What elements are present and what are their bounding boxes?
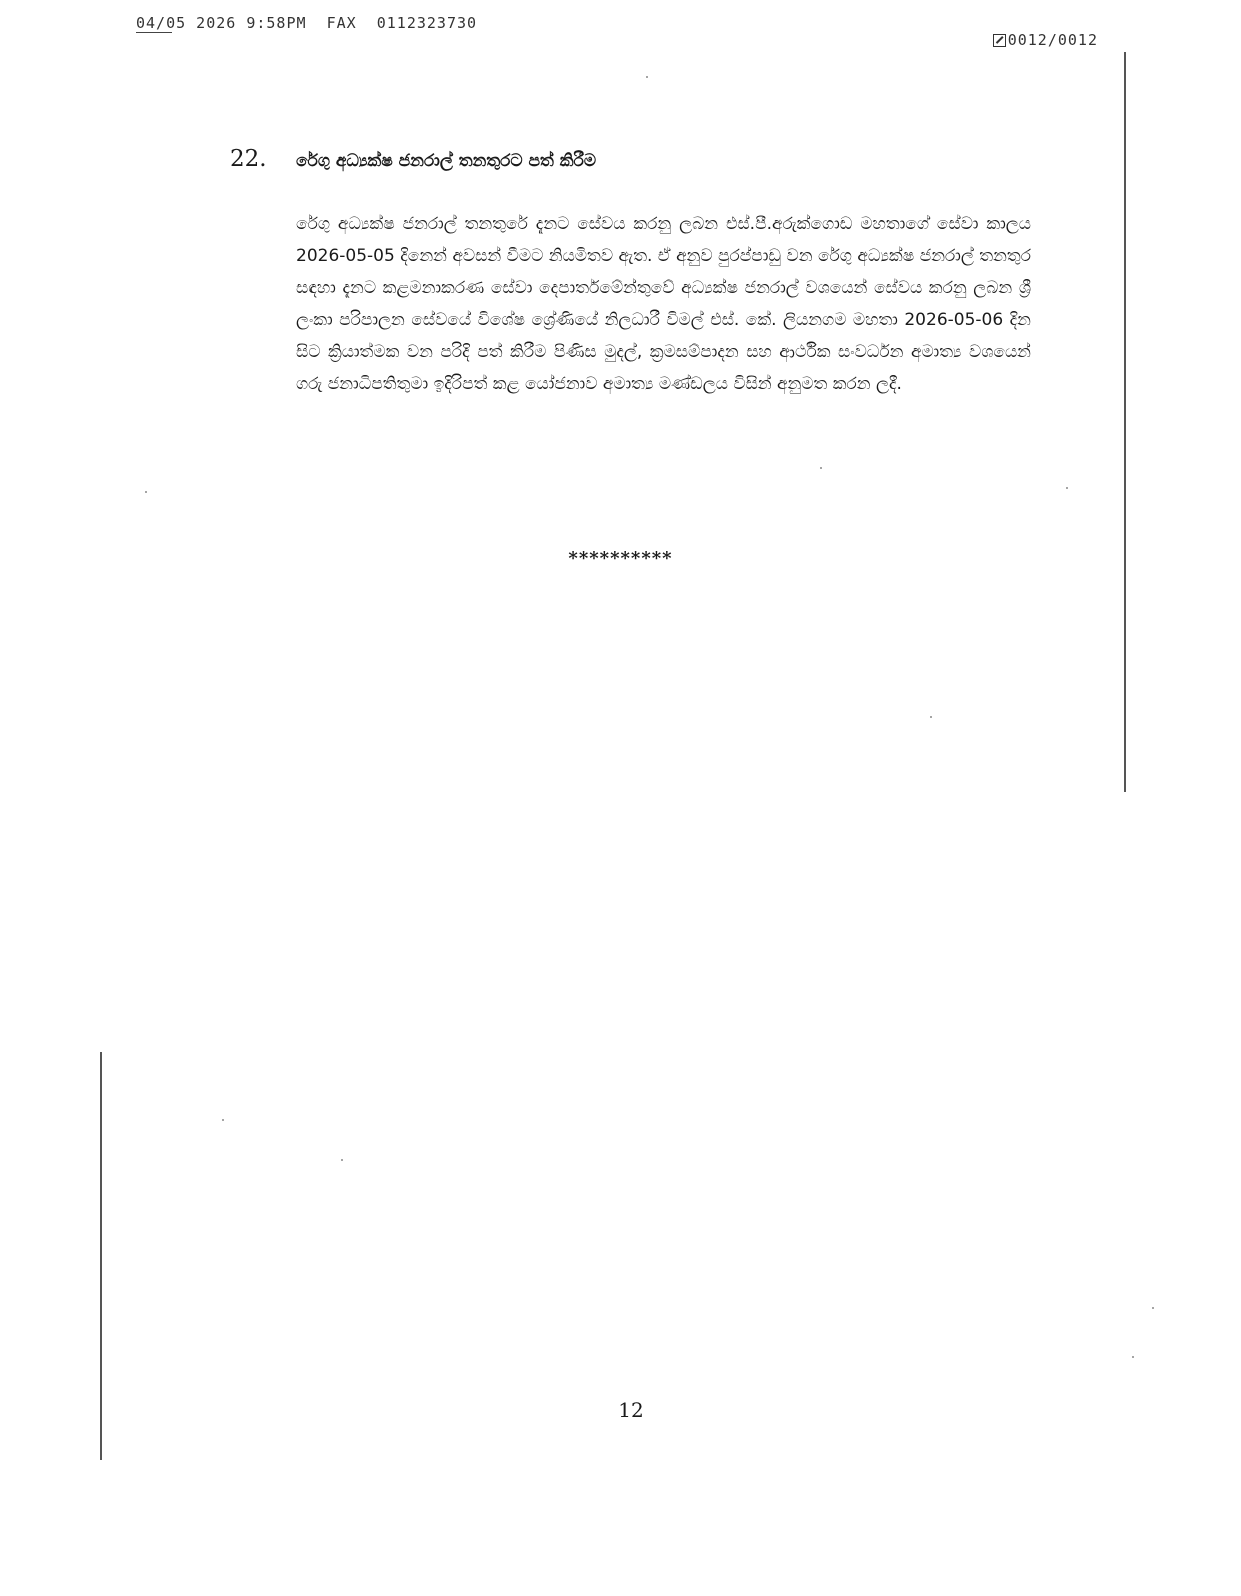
scan-speck [341, 1159, 343, 1161]
fax-box-icon [993, 34, 1006, 47]
scan-speck [145, 491, 147, 493]
scan-speck [820, 467, 822, 469]
scan-speck [1066, 487, 1068, 489]
scan-speck [930, 716, 932, 718]
scan-speck [646, 76, 648, 78]
fax-page-counter-text: 0012/0012 [1007, 31, 1098, 49]
scan-speck [222, 1119, 224, 1121]
cabinet-decision-section [230, 146, 1050, 400]
section-title: රේගු අධ්‍යක්ෂ ජනරාල් තනතුරට පත් කිරීම [296, 151, 597, 171]
fax-header: 04/05 2026 9:58PM FAX 0112323730 [136, 14, 478, 32]
scan-speck [1152, 1307, 1154, 1309]
scan-edge-right [1124, 52, 1126, 792]
fax-page-counter [993, 31, 1098, 49]
section-number: 22. [230, 146, 267, 172]
section-body: රේගු අධ්‍යක්ෂ ජනරාල් තනතුරේ දැනට සේවය කරනු ලබන එස්.පී.අරුක්ගොඩ මහතාගේ සේවා කාලය 2026-05-05 දිනෙන් අවසන් වීමට නියමිතව ඇත. ඒ අනුව පුරප්පාඩු වන රේගු අධ්‍යක්ෂ ජනරාල් තනතුර සඳහා දැනට කළමනාකරණ සේවා දෙපාර්තමේන්තුවේ අධ්‍යක්ෂ ජනරාල් වශයෙන් සේවය කරනු ලබන ශ්‍රී ලංකා පරිපාලන සේවයේ විශේෂ ශ්‍රේණියේ නිලධාරී විමල් එස්. කේ. ලියනගම මහතා 2026-05-06 දින සිට ක්‍රියාත්මක වන පරිදි පත් කිරීම පිණිස මුදල්, ක්‍රමසම්පාදන සහ ආර්ථික සංවර්ධන අමාත්‍ය වශයෙන් ගරු ජනාධිපතිතුමා ඉදිරිපත් කළ යෝජනාව අමාත්‍ය මණ්ඩලය විසින් අනුමත කරන ලදී. [296, 214, 1031, 394]
fax-header-underline [136, 32, 172, 33]
section-heading [230, 146, 1050, 172]
page-number: 12 [618, 1398, 644, 1422]
asterisk-separator: ********** [568, 548, 673, 569]
scan-speck [1132, 1356, 1134, 1358]
